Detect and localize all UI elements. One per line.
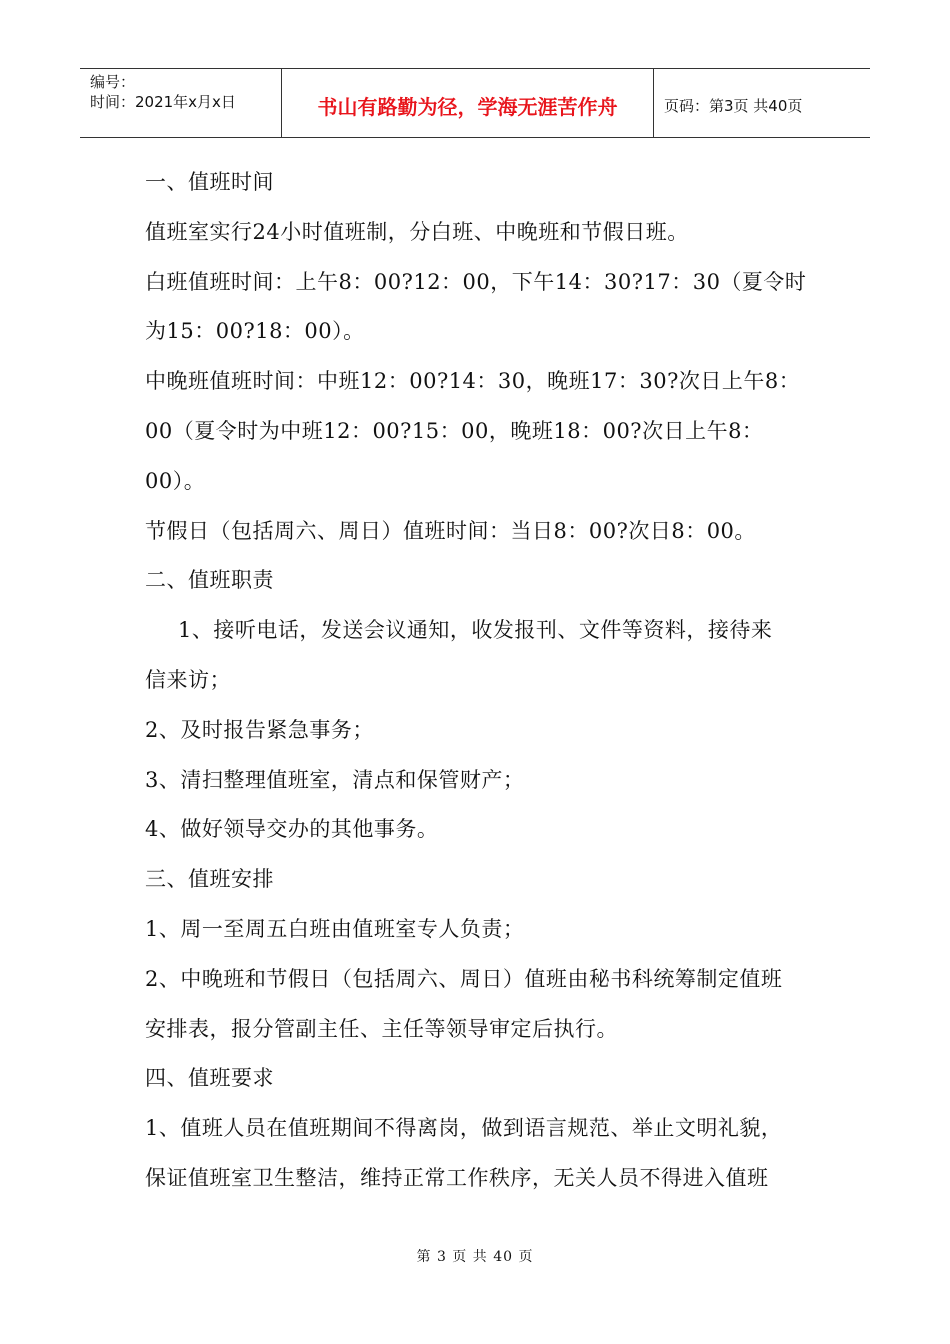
body-line: 3、清扫整理值班室，清点和保管财产； (145, 767, 525, 792)
body-line: 白班值班时间：上午8：00?12：00，下午14：30?17：30（夏令时 (145, 269, 807, 294)
document-body (145, 158, 810, 1204)
body-line: 节假日（包括周六、周日）值班时间：当日8：00?次日8：00。 (145, 518, 756, 543)
document-header (80, 68, 870, 138)
page-footer: 第 3 页 共 40 页 (416, 1249, 534, 1265)
section-heading-duty-arrangement: 三、值班安排 (145, 867, 274, 892)
body-line: 2、及时报告紧急事务； (145, 717, 374, 742)
doc-time-label: 时间：2021年x月x日 (90, 93, 236, 111)
header-page-info: 页码：第3页 共40页 (664, 96, 803, 115)
section-heading-duty-requirements: 四、值班要求 (145, 1066, 274, 1091)
body-line: 2、中晚班和节假日（包括周六、周日）值班由秘书科统筹制定值班 (145, 966, 783, 991)
body-line: 1、周一至周五白班由值班室专人负责； (145, 916, 525, 941)
header-motto: 书山有路勤为径，学海无涯苦作舟 (282, 69, 654, 137)
body-line: 保证值班室卫生整洁，维持正常工作秩序，无关人员不得进入值班 (145, 1165, 769, 1190)
body-line: 值班室实行24小时值班制，分白班、中晚班和节假日班。 (145, 219, 689, 244)
body-line: 为15：00?18：00）。 (145, 319, 365, 344)
body-line: 信来访； (145, 667, 231, 692)
section-heading-duty-responsibilities: 二、值班职责 (145, 568, 274, 593)
body-line: 安排表，报分管副主任、主任等领导审定后执行。 (145, 1016, 618, 1041)
doc-code-label: 编号： (90, 73, 136, 91)
body-line: 1、值班人员在值班期间不得离岗，做到语言规范、举止文明礼貌， (145, 1116, 783, 1141)
body-line: 00）。 (145, 468, 206, 493)
section-heading-duty-time: 一、值班时间 (145, 170, 274, 194)
body-line: 4、做好领导交办的其他事务。 (145, 817, 439, 842)
body-line: 中晚班值班时间：中班12：00?14：30，晚班17：30?次日上午8： (145, 369, 801, 394)
header-meta (80, 69, 282, 137)
body-line: 00（夏令时为中班12：00?15：00，晚班18：00?次日上午8： (145, 418, 764, 443)
body-line: 1、接听电话，发送会议通知，收发报刊、文件等资料，接待来 (178, 618, 773, 643)
